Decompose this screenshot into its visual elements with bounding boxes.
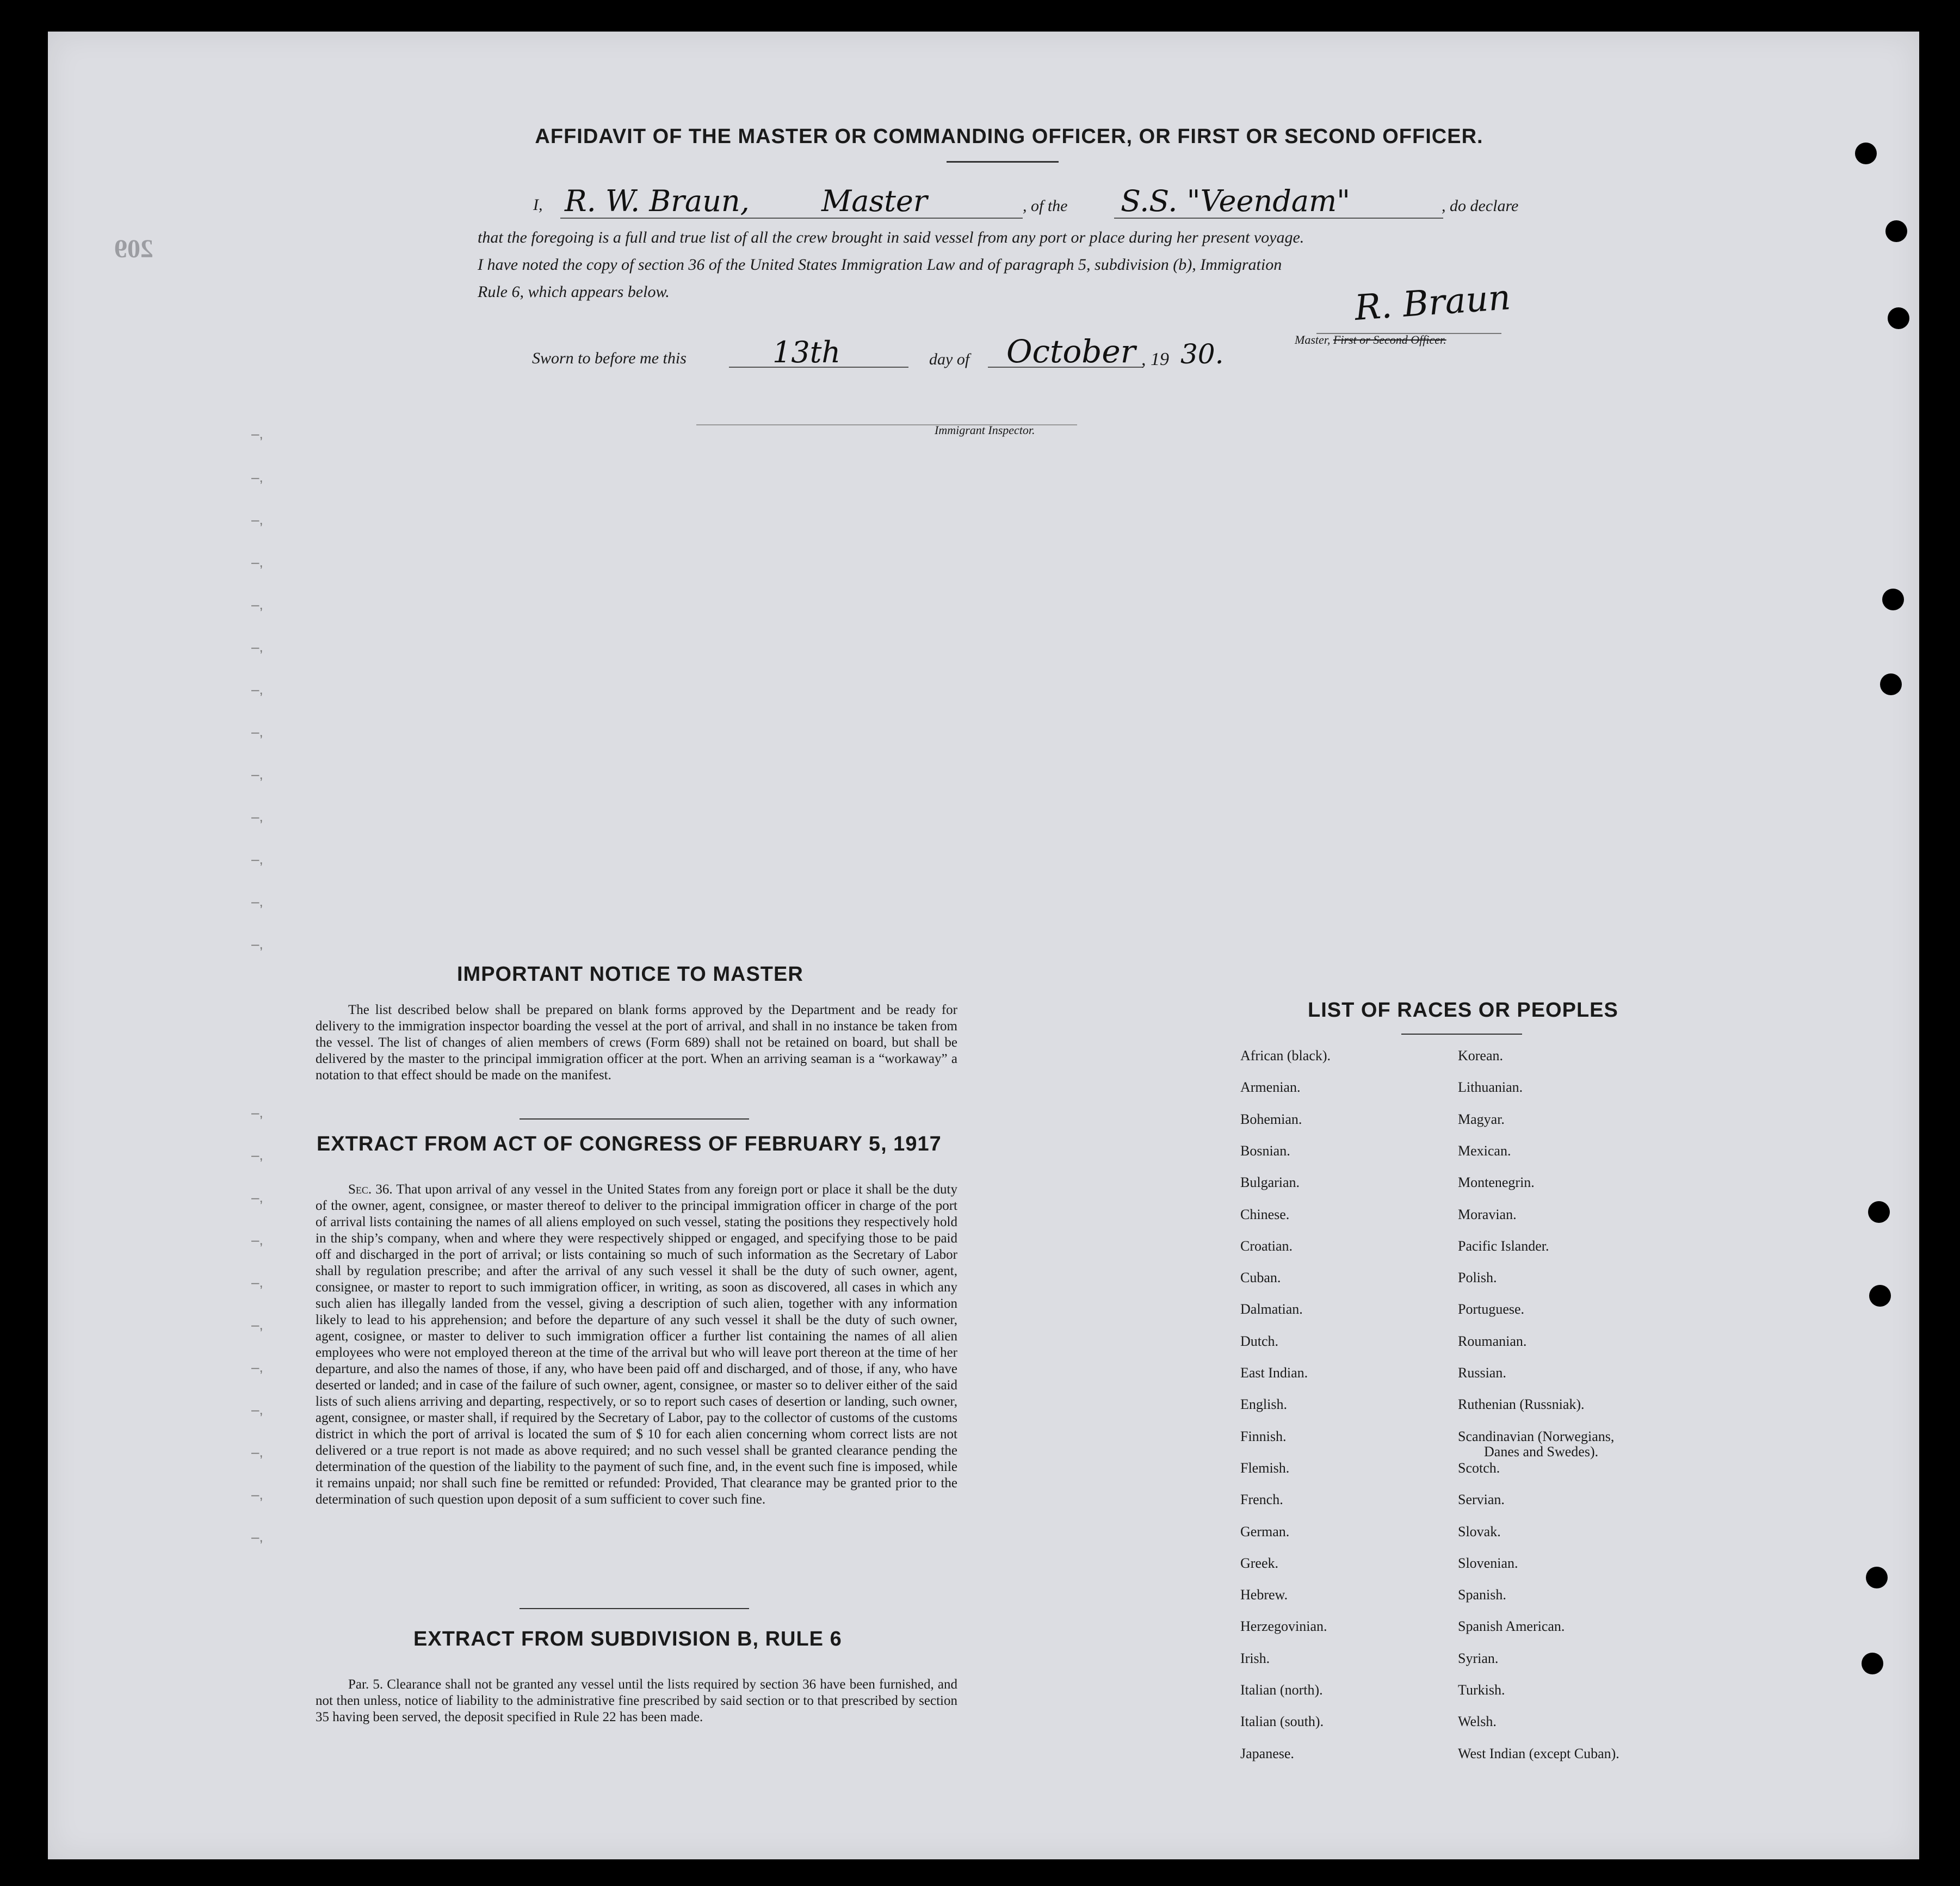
edge-tick: –, xyxy=(251,893,263,910)
act-text xyxy=(316,1182,957,1508)
sworn-label: Sworn to before me this xyxy=(532,349,687,367)
race-item: Greek. xyxy=(1240,1555,1279,1571)
year-prefix: , 19 xyxy=(1141,349,1169,369)
race-item-continuation: Danes and Swedes). xyxy=(1484,1443,1599,1460)
edge-tick: –, xyxy=(251,1444,263,1460)
race-item: Cuban. xyxy=(1240,1270,1281,1286)
race-item: East Indian. xyxy=(1240,1365,1308,1381)
affidavit-line-3: I have noted the copy of section 36 of the United States Immigration Law and of paragraph 5, subdivision (b), Immigration xyxy=(478,256,1282,274)
race-item: Dalmatian. xyxy=(1240,1301,1303,1318)
race-item: Spanish American. xyxy=(1458,1618,1565,1635)
master-name-value: R. W. Braun, xyxy=(565,184,750,218)
affidavit-line-1 xyxy=(533,196,543,214)
rule6-text: Par. 5. Clearance shall not be granted any vessel until the lists required by section 36 have been furnished, and not then unless, notice of liability to the administrative fine prescribed by said section or to that prescribed by section 35 having been served, the deposit specified in Rule 22 has been made. xyxy=(316,1677,957,1724)
race-item: Russian. xyxy=(1458,1365,1506,1381)
binder-hole xyxy=(1869,1285,1891,1307)
race-item: Moravian. xyxy=(1458,1206,1517,1222)
edge-tick: –, xyxy=(251,1486,263,1502)
master-caption: Master, xyxy=(1295,333,1331,347)
race-item: Ruthenian (Russniak). xyxy=(1458,1396,1585,1413)
races-rule xyxy=(1401,1034,1522,1035)
edge-tick: –, xyxy=(251,596,263,613)
notice-text: The list described below shall be prepared on blank forms approved by the Department and be ready for delivery to the immigration inspector boarding the vessel at the port of arrival, and shall in no instance be taken from the vessel. The list of changes of alien members of crews (Form 689) shall not be retained on board, but shall be delivered by the master to the principal immigration officer at the port. When an arriving seaman is a “workaway” a notation to that effect should be made on the manifest. xyxy=(316,1003,957,1083)
master-signature: R. Braun xyxy=(1353,277,1512,329)
race-item: Japanese. xyxy=(1240,1745,1294,1761)
race-item: Hebrew. xyxy=(1240,1587,1288,1603)
edge-tick: –, xyxy=(251,425,263,442)
races-right-column xyxy=(1458,1048,1730,1777)
race-item: German. xyxy=(1240,1523,1290,1539)
race-item: Irish. xyxy=(1240,1650,1270,1666)
race-item: Bulgarian. xyxy=(1240,1174,1300,1191)
race-item: Slovak. xyxy=(1458,1523,1501,1539)
races-heading: LIST OF RACES OR PEOPLES xyxy=(1308,999,1618,1022)
side-page-number: 209 xyxy=(114,234,153,263)
race-item: Italian (north). xyxy=(1240,1682,1323,1698)
act-heading: EXTRACT FROM ACT OF CONGRESS OF FEBRUARY 5, 1917 xyxy=(317,1133,942,1155)
signature-caption xyxy=(1295,333,1446,347)
year-suffix-value: 30. xyxy=(1180,338,1224,370)
inspector-caption: Immigrant Inspector. xyxy=(935,423,1035,437)
race-item: Magyar. xyxy=(1458,1111,1505,1127)
edge-tick: –, xyxy=(251,1359,263,1375)
edge-tick: –, xyxy=(251,554,263,570)
race-item: Servian. xyxy=(1458,1492,1505,1508)
race-item: Scandinavian (Norwegians, xyxy=(1458,1428,1615,1444)
of-the-label: , of the xyxy=(1023,197,1068,215)
race-item: Dutch. xyxy=(1240,1333,1279,1349)
rule6-heading: EXTRACT FROM SUBDIVISION B, RULE 6 xyxy=(413,1628,842,1650)
edge-tick: –, xyxy=(251,1401,263,1418)
edge-tick: –, xyxy=(251,1529,263,1545)
edge-tick: –, xyxy=(251,1189,263,1205)
race-item: Welsh. xyxy=(1458,1714,1497,1730)
race-item: Portuguese. xyxy=(1458,1301,1525,1318)
race-item: Montenegrin. xyxy=(1458,1174,1535,1191)
edge-tick: –, xyxy=(251,469,263,485)
act-rule xyxy=(520,1608,749,1609)
vessel-name-value: S.S. "Veendam" xyxy=(1121,184,1351,218)
race-item: Finnish. xyxy=(1240,1428,1287,1444)
edge-tick: –, xyxy=(251,724,263,740)
race-item: West Indian (except Cuban). xyxy=(1458,1745,1619,1761)
race-item: Italian (south). xyxy=(1240,1714,1324,1730)
race-item: Herzegovinian. xyxy=(1240,1618,1327,1635)
edge-tick: –, xyxy=(251,639,263,655)
edge-tick: –, xyxy=(251,1104,263,1121)
race-item: Chinese. xyxy=(1240,1206,1290,1222)
race-item: Flemish. xyxy=(1240,1460,1290,1476)
notice-heading: IMPORTANT NOTICE TO MASTER xyxy=(457,963,803,986)
race-item: Korean. xyxy=(1458,1048,1504,1063)
edge-tick: –, xyxy=(251,1274,263,1290)
race-item: Turkish. xyxy=(1458,1682,1505,1698)
race-item: Croatian. xyxy=(1240,1238,1293,1254)
affidavit-line-4: Rule 6, which appears below. xyxy=(478,283,670,301)
race-item: Syrian. xyxy=(1458,1650,1499,1666)
race-item: Pacific Islander. xyxy=(1458,1238,1549,1254)
affidavit-heading: AFFIDAVIT OF THE MASTER OR COMMANDING OFFICER, OR FIRST OR SECOND OFFICER. xyxy=(535,125,1483,148)
race-item: Bohemian. xyxy=(1240,1111,1302,1127)
race-item: French. xyxy=(1240,1492,1283,1508)
race-item: English. xyxy=(1240,1396,1287,1413)
struck-officer-caption: First or Second Officer. xyxy=(1333,333,1446,347)
do-declare-label: , do declare xyxy=(1442,197,1519,215)
race-item: Spanish. xyxy=(1458,1587,1506,1603)
act-section-body: That upon arrival of any vessel in the United States from any foreign port or place it shall be the duty of the owner, agent, consignee, or master thereof to deliver to the principal immigration officer in charge of the port of arrival lists containing the names of all aliens employed on such vessel, stating the positions they respectively hold in the ship’s company, when and where they were respectively shipped or engaged, and specifying those to be paid off and discharged in the port of arrival; or lists containing so much of such information as the Secretary of Labor shall by regulation prescribe; and after the arrival of any such vessel it shall be the duty of such owner, agent, consignee, or master to report to such immigration officer, in writing, as soon as discovered, all cases in which any such alien has illegally landed from the vessel, giving a description of such alien, together with any information likely to lead to his apprehension; and before the departure of any such vessel it shall be the duty of such owner, agent, cosignee, or master to deliver to such immigration officer a further list containing the names of all alien employees who were not employed thereon at the time of the arrival but who will leave port thereon at the time of her departure, and also the names of those, if any, who have been paid off and discharged, and of those, if any, who have deserted or landed; and in case of the failure of such owner, agent, consignee, or master so to deliver either of the said lists of such aliens arriving and departing, respectively, or so to report such cases of desertion or landing, such owner, agent, consignee, or master shall, if required by the Secretary of Labor, pay to the collector of customs of the customs district in which the port of arrival is located the sum of $ 10 for each alien concerning whom correct lists are not delivered or a true report is not made as above required; and no such vessel shall be granted clearance pending the determination of the question of the liability to the payment of such fine, and, in the event such fine is imposed, while it remains unpaid; nor shall such fine be remitted or refunded: Provided, That clearance may be granted prior to the determination of such question upon deposit of a sum sufficient to cover such fine. xyxy=(316,1182,957,1507)
edge-tick: –, xyxy=(251,936,263,952)
binder-hole xyxy=(1866,1567,1888,1588)
edge-tick: –, xyxy=(251,851,263,867)
affidavit-line-2: that the foregoing is a full and true list of all the crew brought in said vessel from any port or place during her present voyage. xyxy=(478,228,1304,246)
race-item: Polish. xyxy=(1458,1270,1497,1286)
races-left-column xyxy=(1240,1048,1447,1777)
binder-hole xyxy=(1882,589,1904,610)
day-of-label: day of xyxy=(929,350,970,368)
edge-tick: –, xyxy=(251,511,263,528)
edge-tick: –, xyxy=(251,1316,263,1333)
edge-tick: –, xyxy=(251,1232,263,1248)
edge-tick: –, xyxy=(251,808,263,825)
race-item: Armenian. xyxy=(1240,1079,1301,1096)
binder-hole xyxy=(1885,220,1907,242)
act-section-label: Sec. 36. xyxy=(348,1182,393,1197)
edge-tick: –, xyxy=(251,681,263,697)
sworn-month-value: October xyxy=(1006,333,1136,370)
master-title-value: Master xyxy=(821,184,928,218)
i-label: I, xyxy=(533,196,543,214)
race-item: Slovenian. xyxy=(1458,1555,1518,1571)
binder-hole xyxy=(1880,673,1902,695)
race-item: Lithuanian. xyxy=(1458,1079,1523,1096)
sworn-day-value: 13th xyxy=(772,335,841,369)
race-item: Roumanian. xyxy=(1458,1333,1527,1349)
race-item: Mexican. xyxy=(1458,1142,1511,1159)
binder-hole xyxy=(1868,1201,1890,1223)
race-item: Bosnian. xyxy=(1240,1142,1290,1159)
binder-hole xyxy=(1862,1653,1883,1674)
notice-rule xyxy=(520,1118,749,1120)
race-item: African (black). xyxy=(1240,1048,1331,1063)
edge-tick: –, xyxy=(251,1147,263,1163)
race-item: Scotch. xyxy=(1458,1460,1500,1476)
binder-hole xyxy=(1888,307,1909,329)
heading-rule xyxy=(947,161,1059,163)
edge-tick: –, xyxy=(251,766,263,782)
